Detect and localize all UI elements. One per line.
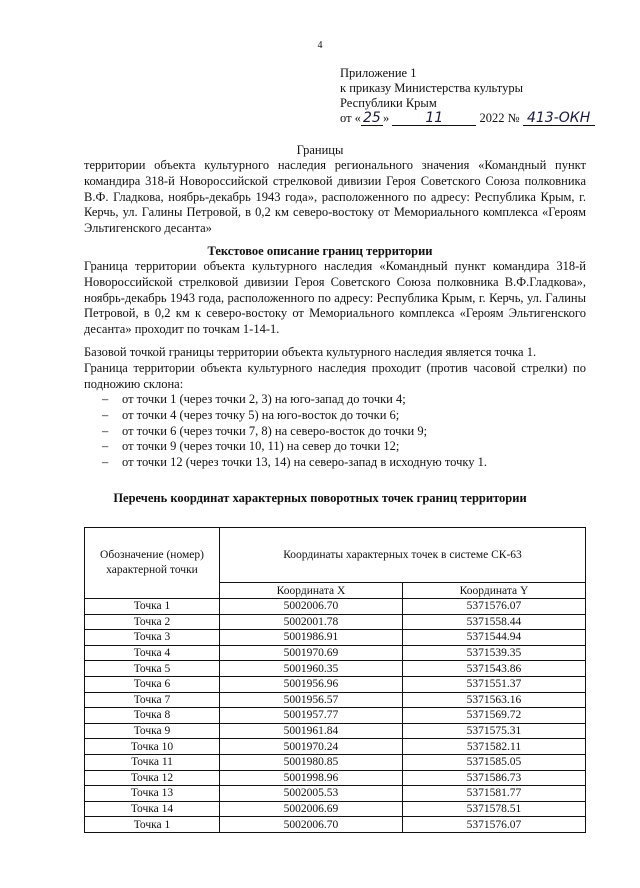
table-cell-point: Точка 11	[85, 754, 220, 770]
table-row	[85, 754, 586, 770]
description-paragraph: Граница территории объекта культурного наследия «Командный пункт командира 318-й Новороссийской стрелковой дивизии Героя Советского Союза полковника В.Ф.Гладкова», ноябрь-декабрь 1943 года, расположенного по адресу: Республика Крым, г. Керчь, ул. Галины Петровой, в 0,2 км к северо-востоку от Мемориального комплекса «Героям Эльтигенского десанта» проходит по точкам 1-14-1.	[84, 259, 586, 337]
document-title: Границы	[296, 143, 344, 157]
header-coord-y: Координата Y	[402, 583, 585, 599]
table-cell-point: Точка 3	[85, 630, 220, 646]
header-coord-x: Координата X	[220, 583, 403, 599]
table-row	[85, 614, 586, 630]
table-cell-x: 5002005.53	[220, 786, 403, 802]
table-row	[85, 723, 586, 739]
table-cell-x: 5002001.78	[220, 614, 403, 630]
number-sign: №	[507, 111, 520, 125]
table-row	[85, 599, 586, 615]
table-cell-y: 5371543.86	[402, 661, 585, 677]
appendix-date-line	[340, 111, 595, 126]
table-cell-y: 5371581.77	[402, 786, 585, 802]
page-number: 4	[317, 40, 323, 51]
appendix-block	[340, 66, 595, 126]
table-cell-y: 5371576.07	[402, 817, 585, 833]
list-item: – от точки 12 (через точки 13, 14) на северо-запад в исходную точку 1.	[102, 455, 488, 470]
table-cell-x: 5001960.35	[220, 661, 403, 677]
table-cell-point: Точка 5	[85, 661, 220, 677]
table-cell-y: 5371563.16	[402, 692, 585, 708]
table-cell-x: 5001957.77	[220, 708, 403, 724]
table-cell-x: 5001956.96	[220, 676, 403, 692]
date-month: 11	[392, 112, 476, 126]
base-point-text: Базовой точкой границы территории объекта культурного наследия является точка 1.	[84, 345, 537, 359]
table-cell-y: 5371586.73	[402, 770, 585, 786]
table-row	[85, 692, 586, 708]
table-body	[85, 599, 586, 833]
table-cell-y: 5371576.07	[402, 599, 585, 615]
table-cell-point: Точка 13	[85, 786, 220, 802]
order-number: 413-ОКН	[523, 112, 595, 126]
date-year: 2022	[479, 111, 505, 125]
base-point-paragraph	[84, 345, 586, 392]
table-cell-x: 5001970.24	[220, 739, 403, 755]
table-cell-point: Точка 14	[85, 801, 220, 817]
table-cell-point: Точка 2	[85, 614, 220, 630]
table-cell-x: 5002006.70	[220, 599, 403, 615]
table-cell-point: Точка 12	[85, 770, 220, 786]
table-cell-point: Точка 10	[85, 739, 220, 755]
table-row	[85, 817, 586, 833]
table-row	[85, 801, 586, 817]
table-row	[85, 739, 586, 755]
table-cell-point: Точка 1	[85, 599, 220, 615]
list-item: – от точки 1 (через точки 2, 3) на юго-запад до точки 4;	[102, 392, 406, 406]
table-cell-point: Точка 7	[85, 692, 220, 708]
description-heading: Текстовое описание границ территории	[207, 244, 433, 258]
table-cell-y: 5371582.11	[402, 739, 585, 755]
table-cell-x: 5001961.84	[220, 723, 403, 739]
list-item: – от точки 6 (через точки 7, 8) на северо-восток до точки 9;	[102, 423, 428, 438]
table-cell-y: 5371569.72	[402, 708, 585, 724]
table-cell-y: 5371558.44	[402, 614, 585, 630]
boundary-text: Граница территории объекта культурного наследия проходит (против часовой стрелки) по подножию склона:	[84, 360, 586, 391]
table-row	[85, 630, 586, 646]
table-cell-y: 5371551.37	[402, 676, 585, 692]
list-item: – от точки 9 (через точки 10, 11) на север до точки 12;	[102, 439, 400, 454]
title-description: территории объекта культурного наследия регионального значения «Командный пункт командира 318-й Новороссийской стрелковой дивизии Героя Советского Союза полковника В.Ф. Гладкова, ноябрь-декабрь 1943 года», расположенного по адресу: Республика Крым, г. Керчь, ул. Галины Петровой, в 0,2 км северо-востоку от Мемориального комплекса «Героям Эльтигенского десанта»	[84, 158, 586, 236]
list-item: – от точки 4 (через точку 5) на юго-восток до точки 6;	[102, 407, 400, 422]
table-cell-y: 5371578.51	[402, 801, 585, 817]
boundary-route-list	[84, 392, 586, 471]
table-heading: Перечень координат характерных поворотных точек границ территории	[113, 491, 527, 505]
table-cell-y: 5371575.31	[402, 723, 585, 739]
date-quote-close: »	[382, 111, 390, 125]
appendix-region: Республики Крым	[340, 96, 437, 110]
table-cell-x: 5002006.69	[220, 801, 403, 817]
table-cell-point: Точка 4	[85, 645, 220, 661]
date-day: 25	[361, 112, 383, 126]
table-cell-point: Точка 1	[85, 817, 220, 833]
coordinates-table	[84, 527, 586, 833]
table-cell-point: Точка 9	[85, 723, 220, 739]
appendix-title: Приложение 1	[340, 66, 417, 80]
date-prefix: от «	[340, 111, 361, 125]
table-cell-x: 5001956.57	[220, 692, 403, 708]
table-row	[85, 770, 586, 786]
header-point-designation: Обозначение (номер) характерной точки	[85, 528, 220, 599]
table-cell-x: 5001970.69	[220, 645, 403, 661]
table-cell-y: 5371585.05	[402, 754, 585, 770]
table-cell-x: 5001980.85	[220, 754, 403, 770]
table-cell-x: 5001986.91	[220, 630, 403, 646]
table-row	[85, 676, 586, 692]
table-cell-y: 5371539.35	[402, 645, 585, 661]
table-cell-point: Точка 8	[85, 708, 220, 724]
table-cell-x: 5001998.96	[220, 770, 403, 786]
table-cell-point: Точка 6	[85, 676, 220, 692]
table-row	[85, 645, 586, 661]
table-cell-y: 5371544.94	[402, 630, 585, 646]
table-row	[85, 786, 586, 802]
table-row	[85, 661, 586, 677]
table-row	[85, 708, 586, 724]
header-coordinates-system: Координаты характерных точек в системе СК-63	[220, 528, 586, 583]
table-cell-x: 5002006.70	[220, 817, 403, 833]
appendix-order-ref: к приказу Министерства культуры	[340, 81, 523, 95]
